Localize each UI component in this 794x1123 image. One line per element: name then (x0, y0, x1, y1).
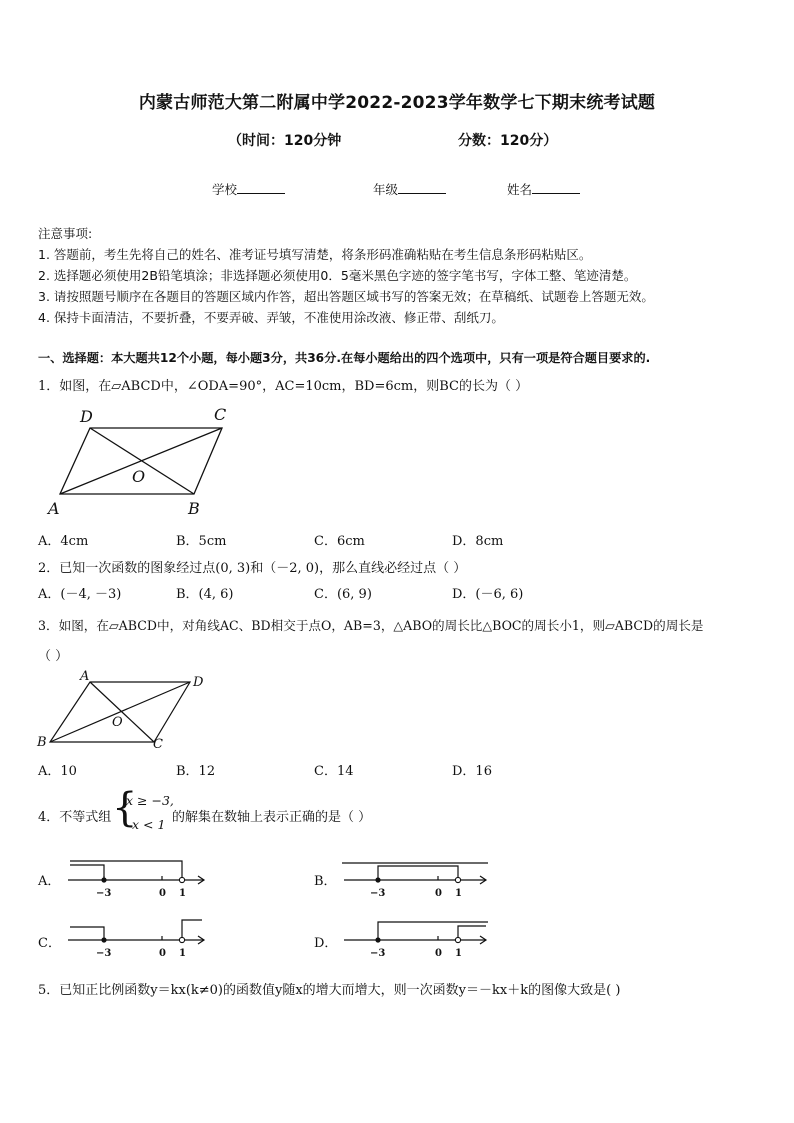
grade-field (373, 180, 446, 198)
tick-label: 0 (435, 948, 442, 959)
q2-option-c[interactable]: C．(6, 9) (314, 587, 372, 602)
q4-option-b-number-line[interactable] (338, 852, 494, 900)
page-title: 内蒙古师范大第二附属中学2022-2023学年数学七下期末统考试题 (138, 93, 656, 113)
tick-label: 1 (455, 888, 462, 899)
q1-parallelogram-figure (40, 398, 250, 520)
school-blank (237, 181, 285, 194)
q1-label-d: D (80, 407, 93, 426)
name-blank (532, 181, 580, 194)
q3-label-o: O (112, 715, 123, 730)
notice-item: 2. 选择题必须使用2B铅笔填涂；非选择题必须使用0．5毫米黑色字迹的签字笔书写，字体工整、笔迹清楚。 (38, 268, 637, 283)
q3-option-d[interactable]: D．16 (452, 764, 492, 779)
tick-label: 0 (435, 888, 442, 899)
tick-label: 0 (159, 948, 166, 959)
q4-option-c-letter[interactable]: C． (38, 936, 61, 951)
q3-option-b[interactable]: B．12 (176, 764, 216, 779)
q4-stem-prefix: 4．不等式组 (38, 810, 112, 825)
q4-option-c-number-line[interactable] (62, 914, 212, 962)
q1-label-o: O (132, 467, 146, 486)
q3-parallelogram-figure (30, 668, 220, 754)
q2-option-b[interactable]: B．(4, 6) (176, 587, 234, 602)
q4-stem-suffix: 的解集在数轴上表示正确的是（ ） (172, 810, 372, 825)
grade-blank (398, 181, 446, 194)
q4-option-d-number-line[interactable] (338, 914, 494, 962)
school-label: 学校 (212, 182, 238, 197)
tick-label: −3 (96, 888, 112, 899)
q3-diagonal-bd (50, 682, 190, 742)
q1-option-a[interactable]: A．4cm (38, 534, 89, 549)
q1-label-c: C (214, 405, 227, 424)
q1-option-c[interactable]: C．6cm (314, 534, 365, 549)
name-label: 姓名 (507, 182, 533, 197)
q2-option-d[interactable]: D．(－6, 6) (452, 587, 524, 602)
tick-label: 1 (179, 948, 186, 959)
section-heading: 一、选择题：本大题共12个小题，每小题3分，共36分.在每小题给出的四个选项中，只有一项是符合题目要求的. (38, 351, 651, 365)
q4-option-a-number-line[interactable] (62, 852, 212, 900)
q3-stem-paren: （ ） (38, 649, 69, 664)
exam-score: 分数：120分） (458, 133, 558, 149)
q1-option-d[interactable]: D．8cm (452, 534, 504, 549)
q4-brace: { (112, 785, 138, 831)
q1-label-a: A (48, 499, 60, 518)
q1-label-b: B (188, 499, 200, 518)
notice-item: 3. 请按照题号顺序在各题目的答题区域内作答，超出答题区域书写的答案无效；在草稿纸、试题卷上答题无效。 (38, 289, 654, 304)
tick-label: 0 (159, 888, 166, 899)
notice-item: 4. 保持卡面清洁，不要折叠，不要弄破、弄皱，不准使用涂改液、修正带、刮纸刀。 (38, 310, 504, 325)
tick-label: −3 (370, 888, 386, 899)
exam-time: （时间：120分钟 (228, 133, 342, 149)
q4-option-b-letter[interactable]: B． (314, 874, 337, 889)
q3-stem: 3．如图，在▱ABCD中，对角线AC、BD相交于点O，AB=3，△ABO的周长比△BOC的周长小1，则▱ABCD的周长是 (38, 618, 704, 633)
q3-diagonal-ac (90, 682, 154, 742)
q4-option-d-letter[interactable]: D． (314, 936, 338, 951)
name-field (507, 180, 580, 198)
notice-heading: 注意事项: (38, 226, 93, 241)
tick-label: −3 (96, 948, 112, 959)
notice-item: 1. 答题前，考生先将自己的姓名、准考证号填写清楚，将条形码准确粘贴在考生信息条形码粘贴区。 (38, 247, 592, 262)
q3-label-a: A (80, 669, 90, 684)
tick-label: −3 (370, 948, 386, 959)
tick-label: 1 (455, 948, 462, 959)
q2-stem: 2．已知一次函数的图象经过点(0, 3)和（－2, 0)，那么直线必经过点（ ） (38, 561, 467, 576)
q3-option-a[interactable]: A．10 (38, 764, 77, 779)
q4-option-a-letter[interactable]: A． (38, 874, 61, 889)
q5-stem: 5．已知正比例函数y＝kx(k≠0)的函数值y随x的增大而增大，则一次函数y＝－kx＋k的图像大致是( ) (38, 983, 621, 998)
q3-label-c: C (153, 737, 163, 752)
q3-label-b: B (37, 735, 47, 750)
q4-system-line2: x < 1 (132, 817, 166, 832)
school-field (212, 180, 285, 198)
tick-label: 1 (179, 888, 186, 899)
q3-option-c[interactable]: C．14 (314, 764, 354, 779)
q3-label-d: D (193, 675, 204, 690)
q1-stem: 1．如图，在▱ABCD中，∠ODA=90°，AC=10cm，BD=6cm，则BC的长为（ ） (38, 379, 529, 394)
q2-option-a[interactable]: A．(－4, －3) (38, 587, 122, 602)
q1-option-b[interactable]: B．5cm (176, 534, 227, 549)
grade-label: 年级 (373, 182, 399, 197)
q4-system-line1: x ≥ −3, (126, 793, 174, 808)
